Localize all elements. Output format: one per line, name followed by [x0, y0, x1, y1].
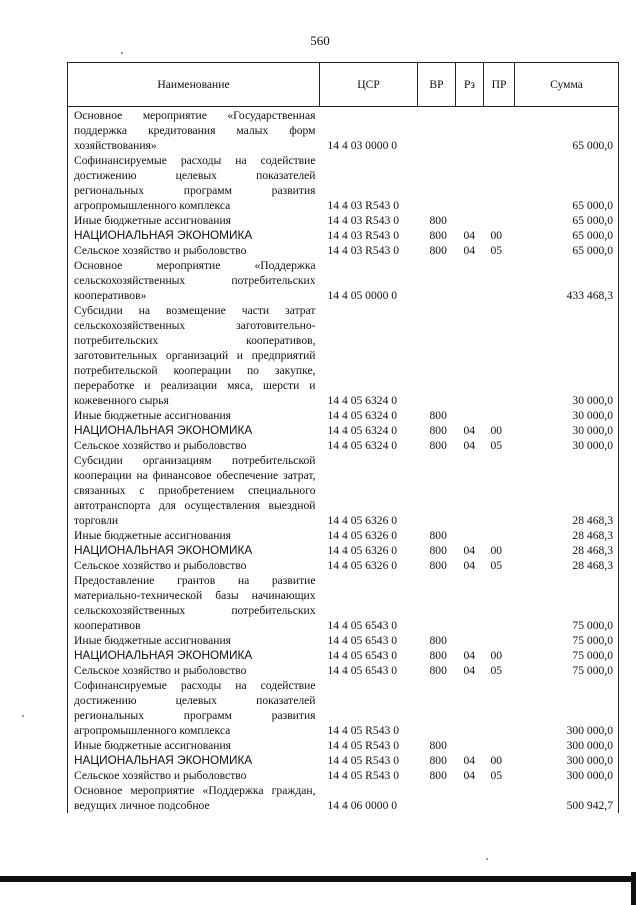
row-pr-cell — [484, 107, 515, 154]
row-csr-cell: 14 4 05 6543 0 — [327, 634, 398, 647]
header-rz: Рз — [456, 63, 484, 107]
table-row — [68, 768, 619, 783]
row-sum-cell: 75 000,0 — [515, 663, 619, 678]
row-vr-cell: 800 — [429, 754, 447, 767]
row-vr-cell: 800 — [429, 559, 447, 572]
row-sum-cell: 65 000,0 — [515, 213, 619, 228]
row-csr-cell: 14 4 05 6326 0 — [327, 514, 398, 527]
row-csr-cell: 14 4 05 6324 0 — [327, 409, 398, 422]
row-rz-cell: 04 — [463, 754, 476, 767]
row-sum-cell: 500 942,7 — [515, 783, 619, 813]
table-row — [68, 213, 619, 228]
row-csr-cell: 14 4 05 6326 0 — [327, 529, 398, 542]
row-name-cell: Основное мероприятие «Поддержка сельскохозяйственных потребительских кооперативов» — [68, 258, 320, 303]
table-header-row — [68, 63, 619, 107]
row-csr-cell: 14 4 06 0000 0 — [327, 799, 398, 812]
row-vr-cell: 800 — [429, 739, 447, 752]
row-sum-cell: 28 468,3 — [515, 528, 619, 543]
row-pr-cell: 05 — [490, 244, 503, 257]
table-row — [68, 543, 619, 558]
table-row — [68, 453, 619, 528]
row-name-cell: Софинансируемые расходы на содействие достижению целевых показателей региональных программ развития агропромышленного комплекса — [68, 678, 320, 738]
row-vr-cell — [418, 573, 456, 633]
row-rz-cell — [456, 528, 484, 543]
row-pr-cell: 05 — [490, 664, 503, 677]
row-sum-cell: 65 000,0 — [515, 153, 619, 213]
row-csr-cell: 14 4 03 R543 0 — [327, 199, 399, 212]
row-sum-cell: 65 000,0 — [515, 243, 619, 258]
row-name-cell: НАЦИОНАЛЬНАЯ ЭКОНОМИКА — [68, 648, 320, 663]
table-row — [68, 228, 619, 243]
row-name-cell: Сельское хозяйство и рыболовство — [68, 768, 320, 783]
row-rz-cell — [456, 107, 484, 154]
table-row — [68, 438, 619, 453]
row-rz-cell — [456, 633, 484, 648]
row-vr-cell — [418, 107, 456, 154]
header-vr: ВР — [418, 63, 456, 107]
table-row — [68, 663, 619, 678]
row-name-cell: НАЦИОНАЛЬНАЯ ЭКОНОМИКА — [68, 228, 320, 243]
row-sum-cell: 30 000,0 — [515, 438, 619, 453]
row-name-cell: Иные бюджетные ассигнования — [68, 738, 320, 753]
row-pr-cell — [484, 213, 515, 228]
row-name-cell: Основное мероприятие «Государственная поддержка кредитования малых форм хозяйствования» — [68, 107, 320, 154]
row-csr-cell: 14 4 05 6326 0 — [327, 544, 398, 557]
table-row — [68, 107, 619, 154]
row-csr-cell: 14 4 05 6324 0 — [327, 424, 398, 437]
row-sum-cell: 28 468,3 — [515, 453, 619, 528]
page-number: 560 — [310, 33, 330, 48]
row-sum-cell: 300 000,0 — [515, 678, 619, 738]
row-name-cell: НАЦИОНАЛЬНАЯ ЭКОНОМИКА — [68, 753, 320, 768]
row-pr-cell: 00 — [490, 649, 503, 662]
row-vr-cell — [418, 303, 456, 408]
row-pr-cell: 00 — [490, 544, 503, 557]
row-rz-cell — [456, 153, 484, 213]
row-rz-cell — [456, 213, 484, 228]
row-vr-cell: 800 — [429, 439, 447, 452]
header-name: Наименование — [68, 63, 320, 107]
row-csr-cell: 14 4 05 R543 0 — [327, 724, 399, 737]
row-name-cell: Иные бюджетные ассигнования — [68, 633, 320, 648]
scan-border-bottom — [0, 876, 636, 882]
table-row — [68, 258, 619, 303]
row-name-cell: НАЦИОНАЛЬНАЯ ЭКОНОМИКА — [68, 543, 320, 558]
row-name-cell: НАЦИОНАЛЬНАЯ ЭКОНОМИКА — [68, 423, 320, 438]
row-name-cell: Иные бюджетные ассигнования — [68, 408, 320, 423]
table-row — [68, 648, 619, 663]
row-rz-cell: 04 — [463, 664, 476, 677]
table-row — [68, 558, 619, 573]
row-name-cell: Субсидии организациям потребительской кооперации на финансовое обеспечение затрат, связанных с приобретением специального автотранспорта для осуществления выездной торговли — [68, 453, 320, 528]
row-name-cell: Иные бюджетные ассигнования — [68, 528, 320, 543]
row-rz-cell — [456, 573, 484, 633]
row-sum-cell: 28 468,3 — [515, 558, 619, 573]
row-sum-cell: 65 000,0 — [515, 107, 619, 154]
table-row — [68, 153, 619, 213]
row-vr-cell: 800 — [429, 409, 447, 422]
row-csr-cell: 14 4 05 6543 0 — [327, 664, 398, 677]
row-pr-cell: 05 — [490, 559, 503, 572]
row-name-cell: Сельское хозяйство и рыболовство — [68, 243, 320, 258]
row-rz-cell: 04 — [463, 769, 476, 782]
row-pr-cell — [484, 528, 515, 543]
row-name-cell: Сельское хозяйство и рыболовство — [68, 558, 320, 573]
row-pr-cell: 05 — [490, 769, 503, 782]
row-sum-cell: 75 000,0 — [515, 633, 619, 648]
row-rz-cell: 04 — [463, 649, 476, 662]
row-sum-cell: 300 000,0 — [515, 753, 619, 768]
row-csr-cell: 14 4 03 R543 0 — [327, 229, 399, 242]
row-vr-cell — [418, 678, 456, 738]
row-vr-cell: 800 — [429, 649, 447, 662]
row-vr-cell: 800 — [429, 214, 447, 227]
row-name-cell: Основное мероприятие «Поддержка граждан, ведущих личное подсобное — [68, 783, 320, 813]
row-rz-cell — [456, 453, 484, 528]
row-csr-cell: 14 4 05 6324 0 — [327, 439, 398, 452]
scan-speck — [121, 52, 123, 54]
row-csr-cell: 14 4 03 R543 0 — [327, 214, 399, 227]
row-vr-cell — [418, 453, 456, 528]
row-pr-cell — [484, 408, 515, 423]
table-row — [68, 783, 619, 813]
row-csr-cell: 14 4 03 R543 0 — [327, 244, 399, 257]
row-pr-cell: 05 — [490, 439, 503, 452]
row-rz-cell: 04 — [463, 544, 476, 557]
row-sum-cell: 75 000,0 — [515, 573, 619, 633]
table-row — [68, 423, 619, 438]
row-vr-cell — [418, 783, 456, 813]
row-vr-cell: 800 — [429, 544, 447, 557]
row-rz-cell — [456, 303, 484, 408]
table-row — [68, 243, 619, 258]
row-csr-cell: 14 4 05 6543 0 — [327, 649, 398, 662]
row-csr-cell: 14 4 05 R543 0 — [327, 739, 399, 752]
row-rz-cell — [456, 408, 484, 423]
row-rz-cell — [456, 738, 484, 753]
row-vr-cell: 800 — [429, 634, 447, 647]
row-sum-cell: 30 000,0 — [515, 303, 619, 408]
row-sum-cell: 433 468,3 — [515, 258, 619, 303]
row-rz-cell — [456, 783, 484, 813]
row-pr-cell — [484, 153, 515, 213]
table-row — [68, 753, 619, 768]
row-name-cell: Предоставление грантов на развитие материально-технической базы начинающих сельскохозяйственных потребительских кооперативов — [68, 573, 320, 633]
row-rz-cell — [456, 258, 484, 303]
table-row — [68, 678, 619, 738]
row-rz-cell: 04 — [463, 244, 476, 257]
row-rz-cell: 04 — [463, 229, 476, 242]
budget-table — [67, 62, 619, 813]
table-row — [68, 303, 619, 408]
row-sum-cell: 300 000,0 — [515, 738, 619, 753]
row-csr-cell: 14 4 05 6326 0 — [327, 559, 398, 572]
row-pr-cell — [484, 738, 515, 753]
row-csr-cell: 14 4 05 6543 0 — [327, 619, 398, 632]
row-vr-cell: 800 — [429, 424, 447, 437]
row-csr-cell: 14 4 05 0000 0 — [327, 289, 398, 302]
header-pr: ПР — [484, 63, 515, 107]
row-name-cell: Сельское хозяйство и рыболовство — [68, 438, 320, 453]
table-row — [68, 408, 619, 423]
row-name-cell: Сельское хозяйство и рыболовство — [68, 663, 320, 678]
row-rz-cell — [456, 678, 484, 738]
table-row — [68, 738, 619, 753]
row-csr-cell: 14 4 05 R543 0 — [327, 769, 399, 782]
scan-speck — [22, 715, 24, 717]
row-name-cell: Иные бюджетные ассигнования — [68, 213, 320, 228]
row-vr-cell — [418, 153, 456, 213]
row-sum-cell: 28 468,3 — [515, 543, 619, 558]
row-pr-cell — [484, 453, 515, 528]
header-sum: Сумма — [515, 63, 619, 107]
row-csr-cell: 14 4 05 6324 0 — [327, 394, 398, 407]
scan-speck — [486, 858, 488, 860]
row-vr-cell: 800 — [429, 664, 447, 677]
row-rz-cell: 04 — [463, 424, 476, 437]
row-pr-cell: 00 — [490, 229, 503, 242]
row-vr-cell: 800 — [429, 229, 447, 242]
table-row — [68, 573, 619, 633]
row-pr-cell — [484, 678, 515, 738]
table-body — [68, 107, 619, 814]
row-rz-cell: 04 — [463, 439, 476, 452]
row-vr-cell — [418, 258, 456, 303]
row-sum-cell: 30 000,0 — [515, 423, 619, 438]
row-vr-cell: 800 — [429, 529, 447, 542]
row-sum-cell: 65 000,0 — [515, 228, 619, 243]
row-name-cell: Субсидии на возмещение части затрат сельскохозяйственных заготовительно-потребительских кооперативов, заготовительных организаций и предприятий потребительской кооперации по закупке, переработке и реализации мяса, шерсти и кожевенного сырья — [68, 303, 320, 408]
row-sum-cell: 30 000,0 — [515, 408, 619, 423]
row-vr-cell: 800 — [429, 244, 447, 257]
row-pr-cell: 00 — [490, 424, 503, 437]
table-row — [68, 528, 619, 543]
row-pr-cell — [484, 573, 515, 633]
table-row — [68, 633, 619, 648]
row-name-cell: Софинансируемые расходы на содействие достижению целевых показателей региональных программ развития агропромышленного комплекса — [68, 153, 320, 213]
row-pr-cell — [484, 258, 515, 303]
row-pr-cell — [484, 303, 515, 408]
scan-border-right — [631, 872, 636, 905]
row-pr-cell: 00 — [490, 754, 503, 767]
row-csr-cell: 14 4 05 R543 0 — [327, 754, 399, 767]
row-csr-cell: 14 4 03 0000 0 — [327, 139, 398, 152]
row-sum-cell: 75 000,0 — [515, 648, 619, 663]
row-pr-cell — [484, 783, 515, 813]
row-sum-cell: 300 000,0 — [515, 768, 619, 783]
header-csr: ЦСР — [320, 63, 418, 107]
row-rz-cell: 04 — [463, 559, 476, 572]
row-vr-cell: 800 — [429, 769, 447, 782]
row-pr-cell — [484, 633, 515, 648]
